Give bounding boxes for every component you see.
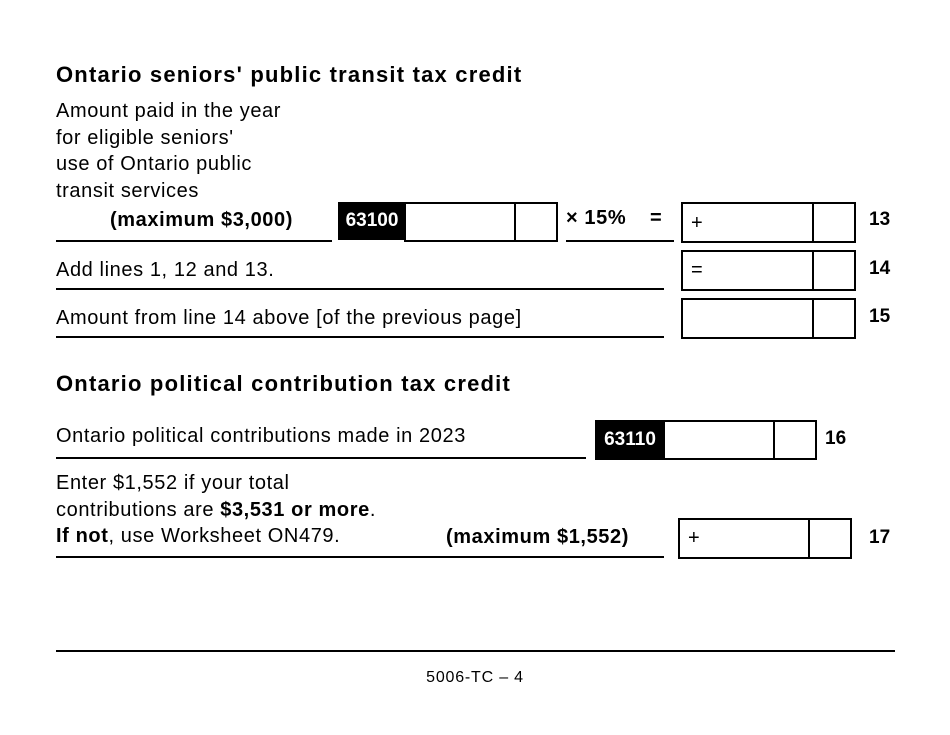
line-15-cents-divider	[812, 300, 814, 337]
line-15-label: Amount from line 14 above [of the previous page]	[56, 307, 522, 329]
political-instructions	[56, 470, 376, 550]
transit-description	[56, 98, 281, 204]
instruction-worksheet: , use Worksheet ON479.	[108, 525, 341, 547]
transit-amount-cents-divider	[514, 204, 516, 240]
transit-desc-line: for eligible seniors'	[56, 126, 234, 149]
page-footer-label: 5006-TC – 4	[426, 669, 524, 686]
transit-amount-input[interactable]	[404, 202, 558, 242]
line-14-amount-box[interactable]	[681, 250, 856, 291]
line-number-16: 16	[825, 428, 847, 449]
line-14-cents-divider	[812, 252, 814, 289]
field-code-63110: 63110	[595, 420, 665, 460]
field-code-63100: 63100	[338, 202, 406, 240]
transit-maximum-label: (maximum $3,000)	[110, 209, 294, 231]
multiplier-label: × 15%	[566, 207, 627, 229]
transit-desc-line: Amount paid in the year	[56, 100, 282, 122]
instruction-line-3	[56, 523, 376, 550]
instruction-threshold: $3,531 or more	[220, 498, 370, 521]
political-contributions-cents-divider	[773, 422, 775, 458]
instruction-line-2	[56, 497, 376, 524]
line-17-cents-divider	[808, 520, 810, 557]
political-contributions-label: Ontario political contributions made in 2023	[56, 425, 466, 447]
instruction-if-not: If not	[56, 525, 109, 547]
line-14-label: Add lines 1, 12 and 13.	[56, 259, 275, 281]
transit-desc-line: transit services	[56, 179, 199, 202]
footer-rule	[56, 650, 895, 652]
line-13-cents-divider	[812, 204, 814, 241]
instruction-line-2-suffix: .	[369, 498, 376, 521]
line-13-amount-box[interactable]	[681, 202, 856, 243]
transit-heading: Ontario seniors' public transit tax credit	[56, 62, 523, 87]
line-17-sign: +	[688, 527, 700, 549]
line-13-sign: +	[691, 212, 703, 234]
line-number-13: 13	[869, 209, 891, 230]
line-14-sign: =	[691, 259, 703, 281]
political-maximum-label: (maximum $1,552)	[446, 526, 630, 548]
line-17-underline	[56, 550, 664, 558]
line-number-15: 15	[869, 306, 891, 327]
political-heading: Ontario political contribution tax credit	[56, 371, 512, 396]
line-17-amount-box[interactable]	[678, 518, 852, 559]
line-number-17: 17	[869, 527, 891, 548]
political-contributions-input[interactable]	[663, 420, 817, 460]
instruction-line-2-prefix: contributions are	[56, 498, 221, 521]
line-15-amount-box[interactable]	[681, 298, 856, 339]
line-number-14: 14	[869, 258, 891, 279]
instruction-line-1: Enter $1,552 if your total	[56, 472, 290, 494]
transit-desc-line: use of Ontario public	[56, 153, 253, 175]
multiplier-equals: =	[650, 207, 663, 229]
